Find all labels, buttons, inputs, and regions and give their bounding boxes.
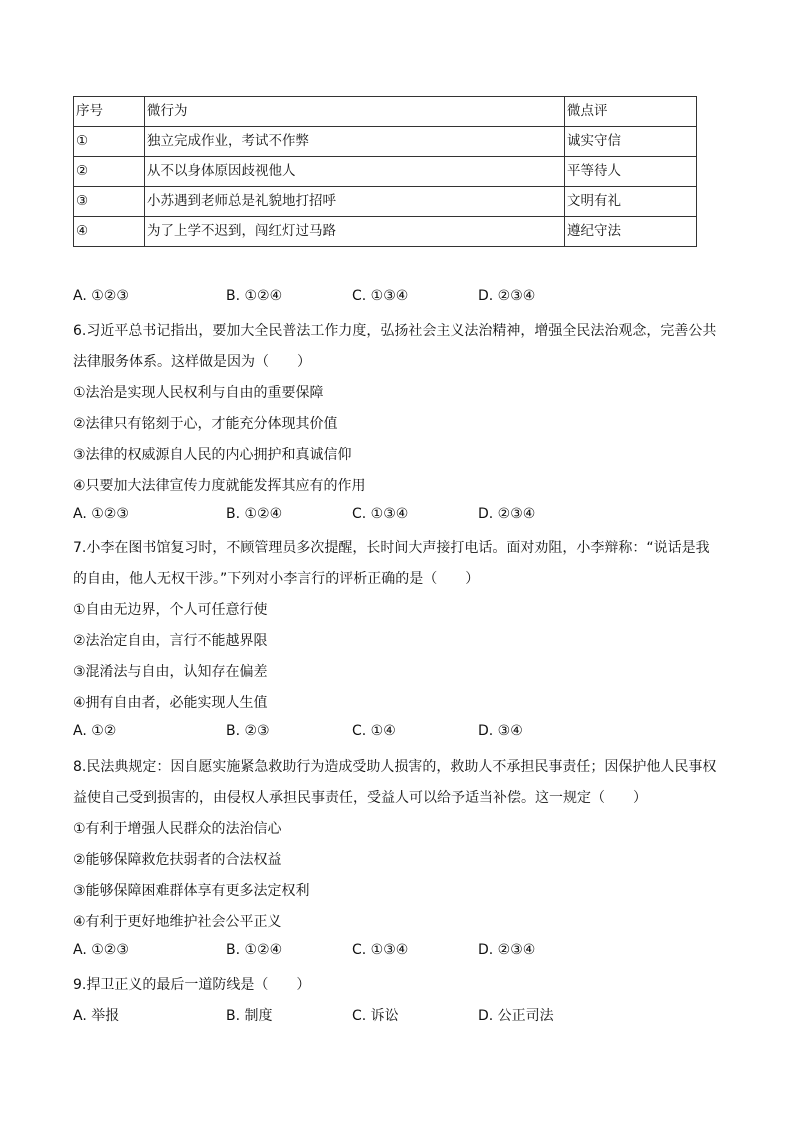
table-cell: 诚实守信 bbox=[565, 127, 697, 157]
q6-statement: ④只要加大法律宣传力度就能发挥其应有的作用 bbox=[73, 478, 366, 494]
q7-stem-line1: 7.小李在图书馆复习时，不顾管理员多次提醒，长时间大声接打电话。面对劝阻，小李辩称：“说话是我 bbox=[73, 540, 710, 556]
table-cell: 平等待人 bbox=[565, 157, 697, 187]
option-b[interactable]: B. 制度 bbox=[226, 1008, 273, 1024]
option-a[interactable]: A. ①②③ bbox=[73, 942, 129, 958]
q7-statement: ③混淆法与自由，认知存在偏差 bbox=[73, 664, 268, 680]
q8-statement: ③能够保障困难群体享有更多法定权利 bbox=[73, 883, 310, 899]
q9-stem-line1: 9.捍卫正义的最后一道防线是（ ） bbox=[73, 977, 311, 993]
option-b[interactable]: B. ①②④ bbox=[226, 942, 283, 958]
table-cell: 从不以身体原因歧视他人 bbox=[145, 157, 565, 187]
option-a[interactable]: A. 举报 bbox=[73, 1008, 120, 1024]
option-d[interactable]: D. ②③④ bbox=[478, 506, 536, 522]
q8-statement: ④有利于更好地维护社会公平正义 bbox=[73, 914, 282, 930]
table-cell: 独立完成作业，考试不作弊 bbox=[145, 127, 565, 157]
table-row bbox=[74, 127, 697, 157]
q8-stem-line2: 益使自己受到损害的，由侵权人承担民事责任，受益人可以给予适当补偿。这一规定（ ） bbox=[73, 790, 647, 806]
q6-options bbox=[73, 506, 673, 526]
table-cell: ② bbox=[74, 157, 145, 187]
q8-stem-line1: 8.民法典规定：因自愿实施紧急救助行为造成受助人损害的，救助人不承担民事责任；因保护他人民事权 bbox=[73, 759, 717, 775]
option-a[interactable]: A. ①②③ bbox=[73, 506, 129, 522]
q7-stem-line2: 的自由，他人无权干涉。”下列对小李言行的评析正确的是（ ） bbox=[73, 571, 480, 587]
q7-options bbox=[73, 723, 673, 743]
table-header-cell: 序号 bbox=[74, 97, 145, 127]
option-c[interactable]: C. ①③④ bbox=[352, 506, 409, 522]
table-header-cell: 微行为 bbox=[145, 97, 565, 127]
q6-statement: ①法治是实现人民权利与自由的重要保障 bbox=[73, 385, 324, 401]
q7-statement: ①自由无边界，个人可任意行使 bbox=[73, 602, 268, 618]
q8-statement: ②能够保障救危扶弱者的合法权益 bbox=[73, 852, 282, 868]
option-a[interactable]: A. ①②③ bbox=[73, 288, 129, 304]
option-a[interactable]: A. ①② bbox=[73, 723, 117, 739]
option-c[interactable]: C. 诉讼 bbox=[352, 1008, 399, 1024]
q5-options bbox=[73, 288, 673, 308]
q8-options bbox=[73, 942, 673, 962]
option-c[interactable]: C. ①③④ bbox=[352, 288, 409, 304]
option-d[interactable]: D. 公正司法 bbox=[478, 1008, 554, 1024]
table-cell: 文明有礼 bbox=[565, 187, 697, 217]
q7-statement: ④拥有自由者，必能实现人生值 bbox=[73, 695, 268, 711]
table-row bbox=[74, 187, 697, 217]
option-d[interactable]: D. ③④ bbox=[478, 723, 523, 739]
table-cell: 为了上学不迟到，闯红灯过马路 bbox=[145, 217, 565, 247]
table-cell: ④ bbox=[74, 217, 145, 247]
option-c[interactable]: C. ①④ bbox=[352, 723, 396, 739]
option-d[interactable]: D. ②③④ bbox=[478, 942, 536, 958]
q7-statement: ②法治定自由，言行不能越界限 bbox=[73, 633, 268, 649]
table-cell: ① bbox=[74, 127, 145, 157]
q6-statement: ②法律只有铭刻于心，才能充分体现其价值 bbox=[73, 416, 338, 432]
table-cell: 遵纪守法 bbox=[565, 217, 697, 247]
table-header-cell: 微点评 bbox=[565, 97, 697, 127]
behavior-table bbox=[73, 96, 697, 247]
option-c[interactable]: C. ①③④ bbox=[352, 942, 409, 958]
option-d[interactable]: D. ②③④ bbox=[478, 288, 536, 304]
table-cell: 小苏遇到老师总是礼貌地打招呼 bbox=[145, 187, 565, 217]
table-header-row bbox=[74, 97, 697, 127]
q6-stem-line2: 法律服务体系。这样做是因为（ ） bbox=[73, 354, 311, 370]
option-b[interactable]: B. ②③ bbox=[226, 723, 270, 739]
q8-statement: ①有利于增强人民群众的法治信心 bbox=[73, 821, 282, 837]
table-row bbox=[74, 157, 697, 187]
table-row bbox=[74, 217, 697, 247]
q6-statement: ③法律的权威源自人民的内心拥护和真诚信仰 bbox=[73, 447, 352, 463]
option-b[interactable]: B. ①②④ bbox=[226, 288, 283, 304]
table-cell: ③ bbox=[74, 187, 145, 217]
q9-options bbox=[73, 1005, 673, 1025]
option-b[interactable]: B. ①②④ bbox=[226, 506, 283, 522]
q6-stem-line1: 6.习近平总书记指出，要加大全民普法工作力度，弘扬社会主义法治精神，增强全民法治观念，完善公共 bbox=[73, 323, 717, 339]
